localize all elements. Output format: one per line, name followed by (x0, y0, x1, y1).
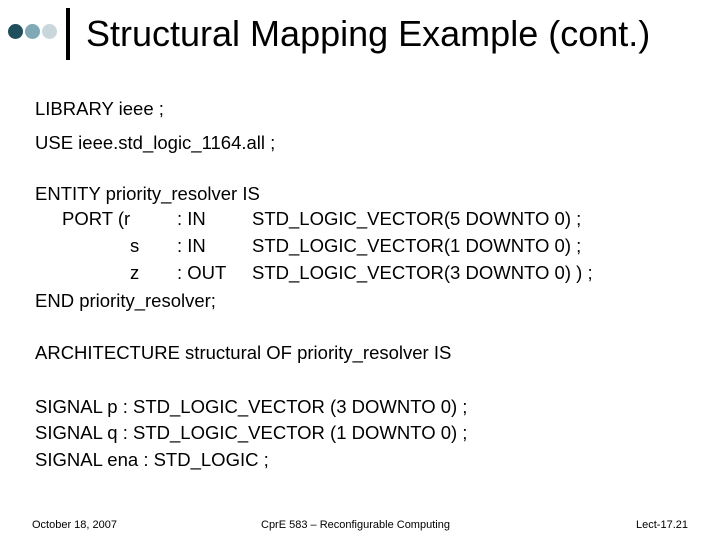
port-type: STD_LOGIC_VECTOR(5 DOWNTO 0) ; (252, 208, 582, 229)
signal-line: SIGNAL q : STD_LOGIC_VECTOR (1 DOWNTO 0) ; (35, 422, 468, 443)
port-type: STD_LOGIC_VECTOR(1 DOWNTO 0) ; (252, 235, 582, 256)
architecture-line: ARCHITECTURE structural OF priority_resolver IS (35, 342, 452, 363)
entity-header: ENTITY priority_resolver IS (35, 183, 260, 204)
footer-page-number: Lect-17.21 (636, 519, 688, 531)
port-prefix: PORT (r (62, 208, 131, 229)
port-mode: : IN (177, 235, 206, 256)
entity-end: END priority_resolver; (35, 290, 216, 311)
signal-line: SIGNAL ena : STD_LOGIC ; (35, 449, 269, 470)
library-line: LIBRARY ieee ; (35, 98, 164, 119)
footer-course: CprE 583 – Reconfigurable Computing (261, 519, 450, 531)
port-mode: : IN (177, 208, 206, 229)
slide-title: Structural Mapping Example (cont.) (86, 13, 651, 54)
port-type: STD_LOGIC_VECTOR(3 DOWNTO 0) ) ; (252, 262, 593, 283)
signal-line: SIGNAL p : STD_LOGIC_VECTOR (3 DOWNTO 0) ; (35, 396, 468, 417)
port-mode: : OUT (177, 262, 227, 283)
port-prefix: z (130, 262, 140, 283)
use-line: USE ieee.std_logic_1164.all ; (35, 132, 276, 153)
title-decoration-dots (8, 22, 60, 42)
dot-dark-icon (8, 24, 23, 39)
dot-light-icon (42, 24, 57, 39)
footer-date: October 18, 2007 (32, 519, 118, 531)
title-divider (66, 8, 70, 60)
port-prefix: s (130, 235, 140, 256)
dot-medium-icon (25, 24, 40, 39)
